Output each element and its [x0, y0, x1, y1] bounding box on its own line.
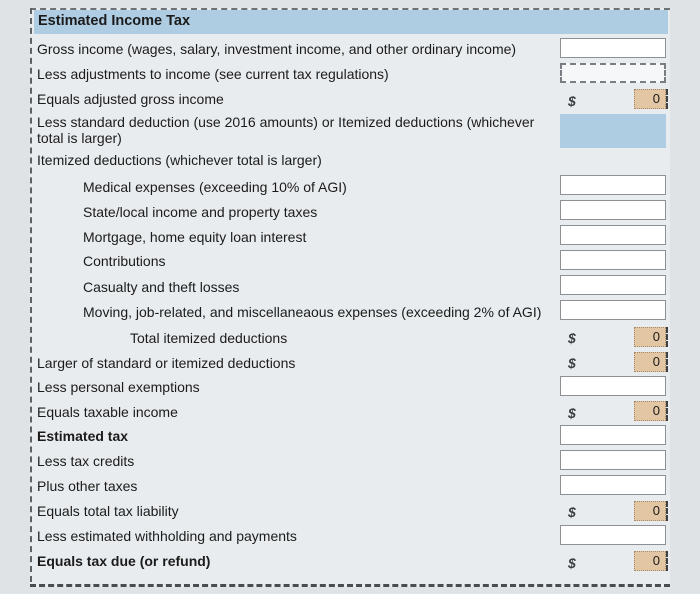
- row-label-withholding: Less estimated withholding and payments: [37, 528, 297, 544]
- other-taxes-input[interactable]: [560, 475, 666, 495]
- total-tax-liability-dollar-sign: $: [568, 504, 576, 520]
- value-divider: [666, 89, 668, 109]
- standard-deduction-shaded-cell: [560, 114, 666, 148]
- row-label-personal-exemptions: Less personal exemptions: [37, 379, 200, 395]
- row-label-estimated-tax: Estimated tax: [37, 428, 129, 444]
- value-divider: [666, 551, 668, 571]
- row-label-total-itemized: Total itemized deductions: [130, 330, 288, 346]
- row-label-adjustments: Less adjustments to income (see current tax regulations): [37, 66, 389, 82]
- taxable-income-value: 0: [634, 401, 666, 421]
- value-divider: [666, 327, 668, 347]
- row-label-state-local-taxes: State/local income and property taxes: [83, 204, 318, 220]
- row-label-standard-deduction: Less standard deduction (use 2016 amounts) or Itemized deductions (whichever total is larger): [37, 114, 535, 146]
- value-divider: [666, 401, 668, 421]
- value-divider: [666, 501, 668, 521]
- adjustments-input[interactable]: [560, 63, 666, 83]
- row-label-moving-expenses: Moving, job-related, and miscellaneaous expenses (exceeding 2% of AGI): [83, 304, 542, 320]
- larger-deduction-value: 0: [634, 352, 666, 372]
- withholding-input[interactable]: [560, 525, 666, 545]
- total-tax-liability-value: 0: [634, 501, 666, 521]
- tax-due-dollar-sign: $: [568, 555, 576, 571]
- total-itemized-value: 0: [634, 327, 666, 347]
- agi-value: 0: [634, 89, 666, 109]
- value-divider: [666, 352, 668, 372]
- row-label-taxable-income: Equals taxable income: [37, 404, 178, 420]
- medical-input[interactable]: [560, 175, 666, 195]
- row-label-mortgage: Mortgage, home equity loan interest: [83, 229, 307, 245]
- row-label-medical: Medical expenses (exceeding 10% of AGI): [83, 179, 347, 195]
- mortgage-input[interactable]: [560, 225, 666, 245]
- contributions-input[interactable]: [560, 250, 666, 270]
- tax-credits-input[interactable]: [560, 450, 666, 470]
- larger-deduction-dollar-sign: $: [568, 355, 576, 371]
- agi-dollar-sign: $: [568, 93, 576, 109]
- row-label-total-tax-liability: Equals total tax liability: [37, 503, 179, 519]
- worksheet-title: Estimated Income Tax: [38, 13, 191, 29]
- personal-exemptions-input[interactable]: [560, 376, 666, 396]
- row-label-other-taxes: Plus other taxes: [37, 478, 138, 494]
- estimated-tax-input[interactable]: [560, 425, 666, 445]
- row-label-gross-income: Gross income (wages, salary, investment income, and other ordinary income): [37, 41, 517, 57]
- row-label-tax-credits: Less tax credits: [37, 453, 135, 469]
- row-label-agi: Equals adjusted gross income: [37, 91, 224, 107]
- tax-due-value: 0: [634, 551, 666, 571]
- casualty-input[interactable]: [560, 275, 666, 295]
- row-label-contributions: Contributions: [83, 253, 166, 269]
- total-itemized-dollar-sign: $: [568, 330, 576, 346]
- row-label-larger-deduction: Larger of standard or itemized deductions: [37, 355, 296, 371]
- left-border: [30, 8, 32, 582]
- gross-income-input[interactable]: [560, 38, 666, 58]
- moving-expenses-input[interactable]: [560, 300, 666, 320]
- row-label-casualty: Casualty and theft losses: [83, 279, 240, 295]
- taxable-income-dollar-sign: $: [568, 405, 576, 421]
- state-local-taxes-input[interactable]: [560, 200, 666, 220]
- row-label-tax-due: Equals tax due (or refund): [37, 553, 211, 569]
- row-label-itemized-deductions: Itemized deductions (whichever total is larger): [37, 152, 322, 168]
